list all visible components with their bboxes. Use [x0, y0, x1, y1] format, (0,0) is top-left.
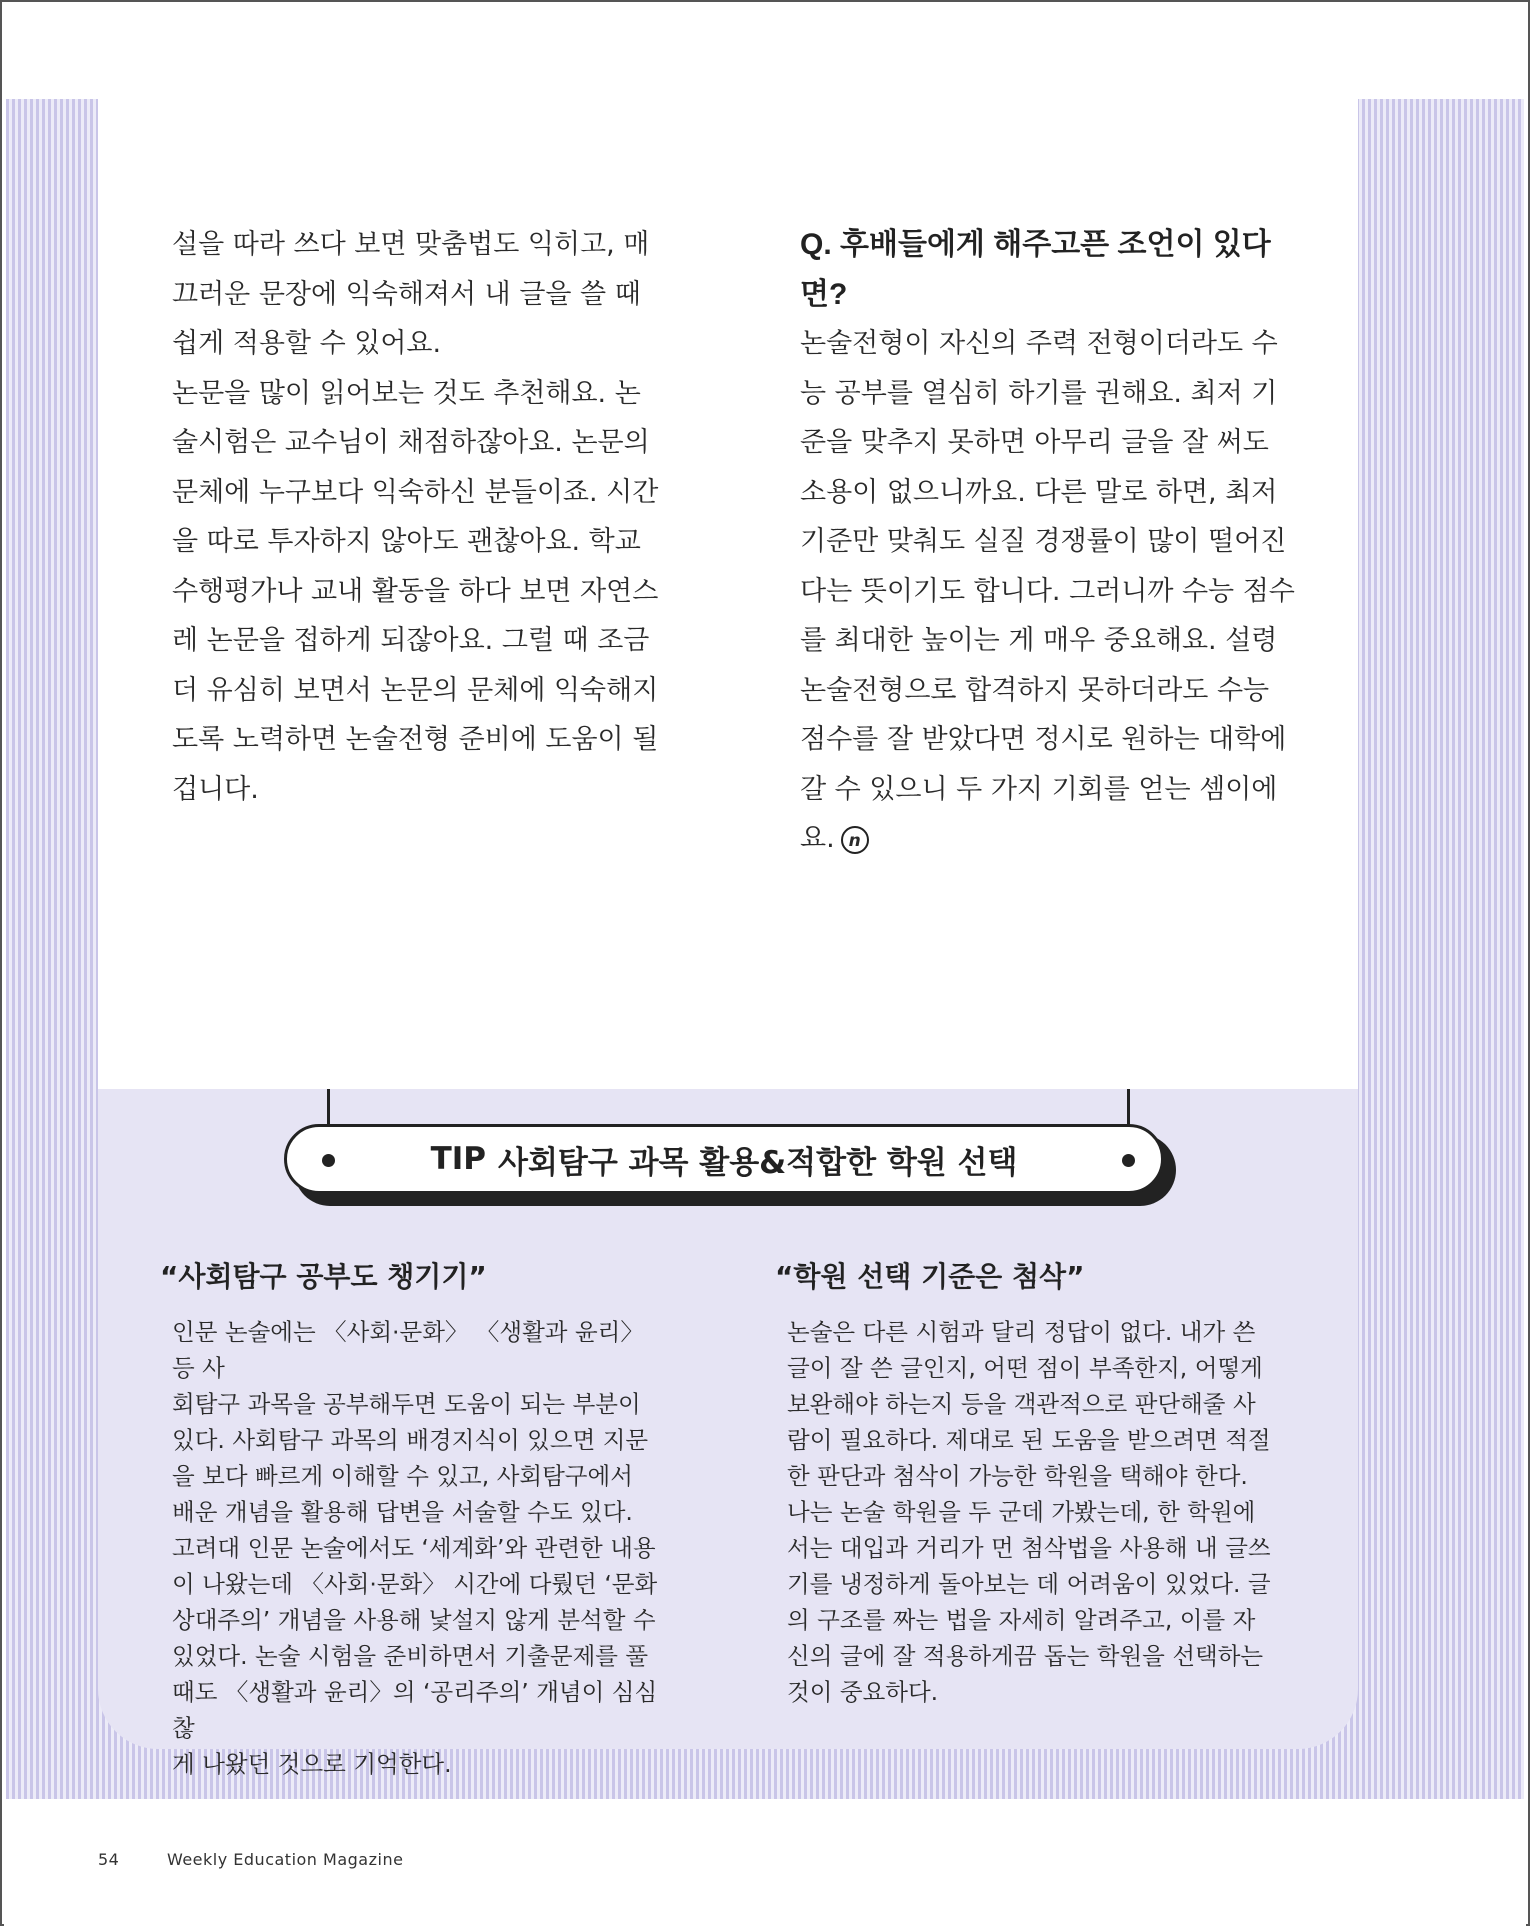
text-line: 더 유심히 보면서 논문의 문체에 익숙해지	[172, 674, 659, 706]
text-line: 것이 중요하다.	[787, 1678, 939, 1706]
text-line: 다는 뜻이기도 합니다. 그러니까 수능 점수	[800, 575, 1295, 607]
text-line: 나는 논술 학원을 두 군데 가봤는데, 한 학원에	[787, 1498, 1256, 1526]
tip-title-pill	[284, 1124, 1164, 1194]
text-line: 보완해야 하는지 등을 객관적으로 판단해줄 사	[787, 1390, 1256, 1418]
text-line: 논문을 많이 읽어보는 것도 추천해요. 논	[172, 377, 641, 409]
text-line: 회탐구 과목을 공부해두면 도움이 되는 부분이	[172, 1390, 641, 1418]
end-mark-icon: n	[841, 826, 869, 854]
text-line: 때도 〈생활과 윤리〉의 ‘공리주의’ 개념이 심심찮	[172, 1678, 658, 1742]
text-line: 한 판단과 첨삭이 가능한 학원을 택해야 한다.	[787, 1462, 1248, 1490]
text-line: 글이 잘 쓴 글인지, 어떤 점이 부족한지, 어떻게	[787, 1354, 1263, 1382]
text-line: 설을 따라 쓰다 보면 맞춤법도 익히고, 매	[172, 229, 650, 260]
text-line: 기준만 맞춰도 실질 경쟁률이 많이 떨어진	[800, 526, 1287, 557]
right-column	[800, 220, 1300, 864]
text-line: 게 나왔던 것으로 기억한다.	[172, 1750, 452, 1778]
text-line: 끄러운 문장에 익숙해져서 내 글을 쓸 때	[172, 278, 641, 310]
text-line: 술시험은 교수님이 채점하잖아요. 논문의	[172, 427, 650, 458]
left-column	[172, 220, 672, 814]
tip-right-body	[787, 1314, 1287, 1710]
magazine-name: Weekly Education Magazine	[166, 1850, 404, 1869]
text-line: 을 보다 빠르게 이해할 수 있고, 사회탐구에서	[172, 1462, 633, 1490]
text-line: 논술은 다른 시험과 달리 정답이 없다. 내가 쓴	[787, 1318, 1256, 1346]
pill-dot-left	[322, 1154, 335, 1167]
text-line: 상대주의’ 개념을 사용해 낯설지 않게 분석할 수	[172, 1606, 656, 1634]
text-line: 있었다. 논술 시험을 준비하면서 기출문제를 풀	[172, 1642, 649, 1670]
text-line: 도록 노력하면 논술전형 준비에 도움이 될	[172, 724, 659, 755]
text-line: 인문 논술에는 〈사회·문화〉 〈생활과 윤리〉 등 사	[172, 1318, 644, 1382]
text-line: 의 구조를 짜는 법을 자세히 알려주고, 이를 자	[787, 1606, 1256, 1634]
text-line: 기를 냉정하게 돌아보는 데 어려움이 있었다. 글	[787, 1570, 1271, 1598]
text-line: 수행평가나 교내 활동을 하다 보면 자연스	[172, 575, 659, 607]
text-line: 소용이 없으니까요. 다른 말로 하면, 최저	[800, 476, 1278, 508]
question-heading: Q. 후배들에게 해주고픈 조언이 있다면?	[800, 228, 1271, 311]
text-line: 있다. 사회탐구 과목의 배경지식이 있으면 지문	[172, 1426, 649, 1454]
last-line-text: 요.	[800, 823, 835, 854]
page-footer	[98, 1850, 403, 1869]
text-line: 서는 대입과 거리가 먼 첨삭법을 사용해 내 글쓰	[787, 1534, 1271, 1562]
text-line: 레 논문을 접하게 되잖아요. 그럴 때 조금	[172, 625, 650, 656]
tip-left-heading: “사회탐구 공부도 챙기기”	[160, 1260, 487, 1293]
text-line: 신의 글에 잘 적용하게끔 돕는 학원을 선택하는	[787, 1642, 1264, 1670]
text-line: 고려대 인문 논술에서도 ‘세계화’와 관련한 내용	[172, 1534, 656, 1562]
text-line: 를 최대한 높이는 게 매우 중요해요. 설령	[800, 625, 1278, 656]
pill-dot-right	[1122, 1154, 1135, 1167]
tip-title: 사회탐구 과목 활용&적합한 학원 선택	[498, 1144, 1018, 1181]
text-line: 을 따로 투자하지 않아도 괜찮아요. 학교	[172, 526, 641, 557]
text-line: 이 나왔는데 〈사회·문화〉 시간에 다뤘던 ‘문화	[172, 1570, 658, 1598]
text-line: 준을 맞추지 못하면 아무리 글을 잘 써도	[800, 427, 1269, 458]
text-line: 문체에 누구보다 익숙하신 분들이죠. 시간	[172, 476, 659, 508]
text-line: 배운 개념을 활용해 답변을 서술할 수도 있다.	[172, 1498, 633, 1526]
text-line: 쉽게 적용할 수 있어요.	[172, 328, 442, 359]
page-number: 54	[98, 1850, 120, 1869]
text-line: 논술전형이 자신의 주력 전형이더라도 수	[800, 328, 1278, 359]
tip-left-body	[172, 1314, 672, 1782]
text-line: 갈 수 있으니 두 가지 기회를 얻는 셈이에	[800, 773, 1278, 805]
tip-right-heading: “학원 선택 기준은 첨삭”	[775, 1260, 1085, 1293]
text-line: 람이 필요하다. 제대로 된 도움을 받으려면 적절	[787, 1426, 1271, 1454]
text-line: 능 공부를 열심히 하기를 권해요. 최저 기	[800, 377, 1278, 409]
tip-keyword: TIP	[430, 1141, 486, 1177]
text-line: 점수를 잘 받았다면 정시로 원하는 대학에	[800, 724, 1287, 755]
text-line	[800, 814, 1300, 864]
text-line: 논술전형으로 합격하지 못하더라도 수능	[800, 674, 1270, 706]
text-line: 겁니다.	[172, 773, 259, 805]
